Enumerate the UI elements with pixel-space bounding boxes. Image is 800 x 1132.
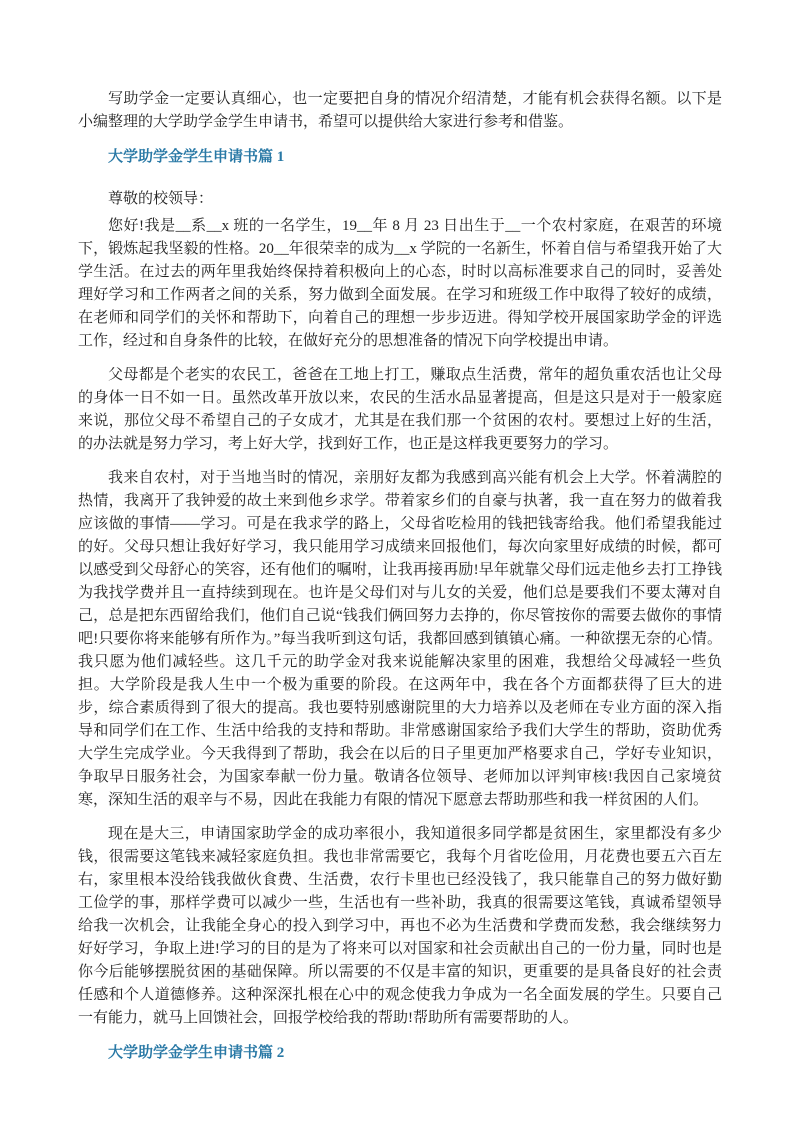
section1-paragraph-4: 现在是大三，申请国家助学金的成功率很小，我知道很多同学都是贫困生，家里都没有多少钱，很需要这笔钱来减轻家庭负担。我也非常需要它，我每个月省吃俭用，月花费也要五六百左右，家里根本没给钱我做伙食费、生活费，农行卡里也已经没钱了，我只能靠自己的努力做好勤工俭学的事，那样学费可以减少一些，生活也有一些补助，我真的很需要这笔钱，真诚希望领导给我一次机会，让我能全身心的投入到学习中，再也不必为生活费和学费而发愁，我会继续努力好好学习，争取上进!学习的目的是为了将来可以对国家和社会贡献出自己的一份力量，同时也是你今后能够摆脱贫困的基础保障。所以需要的不仅是丰富的知识，更重要的是具备良好的社会责任感和个人道德修养。这种深深扎根在心中的观念使我力争成为一名全面发展的学生。只要自己一有能力，就马上回馈社会，回报学校给我的帮助!帮助所有需要帮助的人。 [78, 826, 722, 1026]
section1-salutation: 尊敬的校领导： [108, 191, 214, 207]
intro-paragraph: 写助学金一定要认真细心，也一定要把自身的情况介绍清楚，才能有机会获得名额。以下是小编整理的大学助学金学生申请书，希望可以提供给大家进行参考和借鉴。 [78, 91, 722, 130]
section1-heading: 大学助学金学生申请书篇 1 [108, 149, 285, 165]
section1-paragraph-2: 父母都是个老实的农民工，爸爸在工地上打工，赚取点生活费，常年的超负重农活也让父母的身体一日不如一日。虽然改革开放以来，农民的生活水品显著提高，但是这只是对于一般家庭来说，那位父母不希望自己的子女成才，尤其是在我们那一个贫困的农村。要想过上好的生活，的办法就是努力学习，考上好大学，找到好工作，也正是这样我更要努力的学习。 [78, 367, 722, 452]
section1-paragraph-3: 我来自农村，对于当地当时的情况，亲朋好友都为我感到高兴能有机会上大学。怀着满腔的热情，我离开了我钟爱的故土来到他乡求学。带着家乡们的自豪与执著，我一直在努力的做着我应该做的事情——学习。可是在我求学的路上，父母省吃检用的钱把钱寄给我。他们希望我能过的好。父母只想让我好好学习，我只能用学习成绩来回报他们，每次向家里好成绩的时候，都可以感受到父母舒心的笑容，还有他们的嘱咐，让我再接再励!早年就靠父母们远走他乡去打工挣钱为我找学费并且一直持续到现在。也许是父母们对与儿女的关爱，他们总是要我们不要太薄对自己，总是把东西留给我们，他们自己说“钱我们俩回努力去挣的，你尽管按你的需要去做你的事情吧!只要你将来能够有所作为。”每当我听到这句话，我都回感到镇镇心痛。一种欲摆无奈的心情。我只愿为他们减轻些。这几千元的助学金对我来说能解决家里的困难，我想给父母减轻一些负担。大学阶段是我人生中一个极为重要的阶段。在这两年中，我在各个方面都获得了巨大的进步，综合素质得到了很大的提高。我也要特别感谢院里的大力培养以及老师在专业方面的深入指导和同学们在工作、生活中给我的支持和帮助。非常感谢国家给予我们大学生的帮助，资助优秀大学生完成学业。今天我得到了帮助，我会在以后的日子里更加严格要求自己，学好专业知识，争取早日服务社会，为国家奉献一份力量。敬请各位领导、老师加以评判审核!我因自己家境贫寒，深知生活的艰辛与不易，因此在我能力有限的情况下愿意去帮助那些和我一样贫困的人们。 [78, 470, 722, 808]
section2-heading: 大学助学金学生申请书篇 2 [108, 1045, 285, 1061]
section1-paragraph-1: 您好!我是__系__x 班的一名学生，19__年 8 月 23 日出生于__一个农村家庭，在艰苦的环境下，锻炼起我坚毅的性格。20__年很荣幸的成为__x 学院的一名新生，怀着自信与希望我开始了大学生活。在过去的两年里我始终保持着积极向上的心态，时时以高标准要求自己的同时，妥善处理好学习和工作两者之间的关系，努力做到全面发展。在学习和班级工作中取得了较好的成绩，在老师和同学们的关怀和帮助下，向着自己的理想一步步迈进。得知学校开展国家助学金的评选工作，经过和自身条件的比较，在做好充分的思想准备的情况下向学校提出申请。 [78, 218, 722, 349]
